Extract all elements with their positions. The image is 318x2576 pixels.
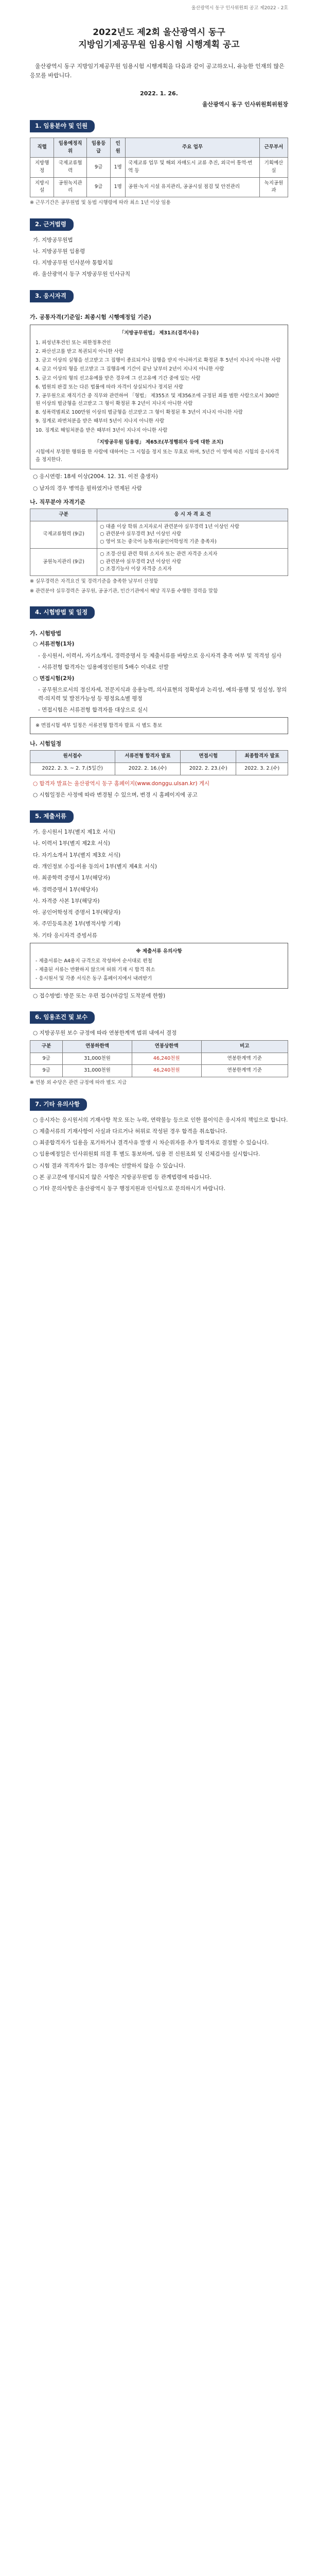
job-qualification-head: 나. 직무분야 자격기준 <box>30 498 85 505</box>
list-item: 2. 파산선고를 받고 복권되지 아니한 사람 <box>36 348 123 354</box>
list-item <box>33 779 288 788</box>
list-item: ○ 제출서류의 기재사항이 사실과 다르거나 허위로 작성된 경우 합격을 취소합니다. <box>33 1128 227 1134</box>
list-item: ○ 응시연령: 18세 이상(2004. 12. 31. 이전 출생자) <box>33 473 158 480</box>
table-header: 임용예정직위 <box>54 138 87 157</box>
law-list <box>30 236 288 279</box>
list-item: 가. 지방공무원법 <box>33 236 73 243</box>
table-header: 연봉하한액 <box>63 1040 132 1053</box>
section-4-head: 4. 시험방법 및 일정 <box>30 606 95 619</box>
list-item: - 응시원서, 이력서, 자기소개서, 경력증명서 등 제출서류를 바탕으로 응시자격 충족 여부 및 적격성 심사 <box>38 652 282 659</box>
table-cell: 연봉한계액 기준 <box>201 1065 288 1077</box>
table-row <box>30 177 288 197</box>
table-row <box>30 548 288 575</box>
table-cell: 1명 <box>111 177 126 197</box>
table-cell: 9급 <box>30 1053 63 1065</box>
exam-schedule-head: 나. 시험일정 <box>30 740 62 748</box>
list-item: ○ 최종합격자가 임용을 포기하거나 결격사유 발생 시 차순위자를 추가 합격자로 결정할 수 있습니다. <box>33 1140 269 1146</box>
documents-list <box>30 828 288 940</box>
list-item: 라. 울산광역시 동구 지방공무원 인사규칙 <box>33 271 131 278</box>
section-2-head: 2. 근거법령 <box>30 218 74 231</box>
section-4 <box>30 606 288 799</box>
table-cell: 2022. 3. 2.(수) <box>236 763 288 775</box>
list-item: 다. 지방공무원 인사분야 통합지침 <box>33 260 113 266</box>
list-item: ○ 본 공고문에 명시되지 않은 사항은 지방공무원법 등 관계법령에 따릅니다. <box>33 1174 211 1180</box>
table-header-row <box>30 1040 288 1053</box>
salary-intro <box>30 1029 288 1037</box>
title-block <box>30 27 288 52</box>
qualification-note: ※ 관련분야 실무경력은 공무원, 공공기관, 민간기관에서 해당 직무를 수행한 경력을 말함 <box>30 588 218 594</box>
salary-table <box>30 1040 288 1077</box>
table-row <box>30 763 288 775</box>
list-item: ○ 시험 결과 적격자가 없는 경우에는 선발하지 않을 수 있습니다. <box>33 1162 186 1169</box>
section-3-head: 3. 응시자격 <box>30 290 74 302</box>
title-line-2: 지방임기제공무원 임용시험 시행계획 공고 <box>78 39 240 50</box>
list-item: - 응시원서 및 각종 서식은 동구 홈페이지에서 내려받기 <box>36 976 152 982</box>
table-header: 주요 업무 <box>126 138 260 157</box>
interview-note-box: ※ 면접시험 세부 일정은 서류전형 합격자 발표 시 별도 통보 <box>30 717 288 734</box>
list-item: 바. 경력증명서 1부(해당자) <box>33 886 98 893</box>
table-header: 근무부서 <box>259 138 288 157</box>
table-cell: 국제교류협력 <box>54 158 87 177</box>
documents-note-box <box>30 943 288 989</box>
list-item: 8. 성폭력범죄로 100만원 이상의 벌금형을 선고받고 그 형이 확정된 후 3년이 지나지 아니한 사람 <box>36 410 243 416</box>
list-item: ○ 지방공무원 보수 규정에 따라 연봉한계액 범위 내에서 결정 <box>33 1029 177 1036</box>
table-cell: 31,000천원 <box>63 1065 132 1077</box>
announcement-date: 2022. 1. 26. <box>140 90 178 97</box>
table-row <box>30 521 288 548</box>
list-item: 4. 금고 이상의 형을 선고받고 그 집행유예 기간이 끝난 날부터 2년이 지나지 아니한 사람 <box>36 366 224 372</box>
box-heading: ※ 제출서류 유의사항 <box>136 948 182 954</box>
section-2 <box>30 218 288 279</box>
list-item: ○ 서류전형(1차) <box>33 641 75 648</box>
list-item: 5. 금고 이상의 형의 선고유예를 받은 경우에 그 선고유예 기간 중에 있는 사람 <box>36 375 201 381</box>
box-heading: 「지방공무원법」 제31조(결격사유) <box>119 330 199 336</box>
table-cell: 연봉한계액 기준 <box>201 1053 288 1065</box>
table-row <box>30 1065 288 1077</box>
intro-paragraph: 울산광역시 동구 지방임기제공무원 임용시험 시행계획을 다음과 같이 공고하오니, 유능한 인재의 많은 응모를 바랍니다. <box>30 62 285 79</box>
qualification-table <box>30 509 288 576</box>
list-item: - 제출서류는 A4용지 규격으로 작성하여 순서대로 편철 <box>36 958 152 964</box>
exam-method-list <box>30 640 288 714</box>
salary-note: ※ 연봉 외 수당은 관련 규정에 따라 별도 지급 <box>30 1080 127 1086</box>
table-cell: 녹지공원과 <box>259 177 288 197</box>
list-item: 다. 자기소개서 1부(별지 제3호 서식) <box>33 852 121 858</box>
table-header: 구분 <box>30 1040 63 1053</box>
common-qualification-head: 가. 공통자격(기준일: 최종시험 시행예정일 기준) <box>30 313 151 320</box>
table-cell: 9급 <box>87 177 111 197</box>
list-item: 가. 응시원서 1부(별지 제1호 서식) <box>33 829 115 836</box>
list-item: 10. 징계로 해임처분을 받은 때부터 3년이 지나지 아니한 사람 <box>36 427 168 433</box>
highlight-text: ○ 합격자 발표는 울산광역시 동구 홈페이지(www.donggu.ulsan.kr) 게시 <box>33 780 210 787</box>
table-header: 응 시 자 격 요 건 <box>97 509 288 521</box>
list-item: - 서류전형 합격자는 임용예정인원의 5배수 이내로 선발 <box>38 664 169 670</box>
notice-list <box>30 1116 288 1193</box>
list-item: 라. 개인정보 수집·이용 동의서 1부(별지 제4호 서식) <box>33 863 157 870</box>
table-cell: 9급 <box>30 1065 63 1077</box>
title-line-1: 2022년도 제2회 울산광역시 동구 <box>93 27 225 38</box>
list-item: 9. 징계로 파면처분을 받은 때부터 5년이 지나지 아니한 사람 <box>36 418 165 425</box>
submission-method <box>30 992 288 1000</box>
list-item: - 공무원으로서의 정신자세, 전문지식과 응용능력, 의사표현의 정확성과 논리성, 예의·품행 및 성실성, 창의력·의지력 및 발전가능성 등 평정요소별 평정 <box>38 687 287 702</box>
list-item: 마. 최종학력 증명서 1부(해당자) <box>33 875 110 882</box>
table-header-row <box>30 509 288 521</box>
list-item: ○ 기타 문의사항은 울산광역시 동구 행정지원과 인사팀으로 문의하시기 바랍니다. <box>33 1185 225 1192</box>
list-item: 3. 금고 이상의 실형을 선고받고 그 집행이 종료되거나 집행을 받지 아니하기로 확정된 후 5년이 지나지 아니한 사람 <box>36 358 281 364</box>
list-item: ○ 응시자는 응시원서의 기재사항 착오 또는 누락, 연락불능 등으로 인한 불이익은 응시자의 책임으로 합니다. <box>33 1116 288 1123</box>
section-1-note: ※ 근무기간은 공무원법 및 동법 시행령에 따라 최소 1년 이상 임용 <box>30 200 171 206</box>
schedule-table <box>30 750 288 775</box>
list-item: 자. 주민등록초본 1부(병적사항 기재) <box>33 921 121 927</box>
highlight-text: 46,240천원 <box>153 1067 180 1074</box>
table-header: 원서접수 <box>30 751 115 763</box>
table-cell: 2022. 2. 16.(수) <box>115 763 181 775</box>
table-header: 인원 <box>111 138 126 157</box>
announcement-page <box>0 0 318 1217</box>
table-cell: 2022. 2. 23.(수) <box>181 763 236 775</box>
list-item: 1. 피성년후견인 또는 피한정후견인 <box>36 340 111 346</box>
list-item: - 제출된 서류는 반환하지 않으며 허위 기재 시 합격 취소 <box>36 967 155 973</box>
table-cell: 지방시설 <box>30 177 54 197</box>
list-item: 사. 자격증 사본 1부(해당자) <box>33 897 100 904</box>
age-requirements <box>30 472 288 493</box>
table-cell: 1명 <box>111 158 126 177</box>
highlight-text: 46,240천원 <box>153 1055 180 1061</box>
qualification-note: ※ 실무경력은 자격요건 및 경력기준을 충족한 날부터 산정함 <box>30 579 158 584</box>
table-cell: ○ 조경·산림 관련 학위 소지자 또는 관련 자격증 소지자 ○ 관련분야 실무경력 2년 이상인 사람 ○ 조경기능사 이상 자격증 소지자 <box>97 548 288 575</box>
table-header-row <box>30 751 288 763</box>
list-item: - 면접시험은 서류전형 합격자를 대상으로 실시 <box>38 706 148 713</box>
table-header: 서류전형 합격자 발표 <box>115 751 181 763</box>
section-6 <box>30 1011 288 1087</box>
table-cell: 지방행정 <box>30 158 54 177</box>
table-header: 구분 <box>30 509 97 521</box>
table-row <box>30 158 288 177</box>
list-item: 아. 공인어학성적 증명서 1부(해당자) <box>33 909 121 916</box>
table-cell: 국제교류협력 (9급) <box>30 521 97 548</box>
box-text: 시험에서 부정한 행위를 한 사람에 대하여는 그 시험을 정지 또는 무효로 하며, 5년간 이 영에 따른 시험의 응시자격을 정지한다. <box>36 449 279 463</box>
list-item: ○ 남자의 경우 병역을 필하였거나 면제된 사람 <box>33 485 142 492</box>
section-6-head: 6. 임용조건 및 보수 <box>30 1011 95 1024</box>
section-7-head: 7. 기타 유의사항 <box>30 1098 87 1111</box>
list-item: ○ 접수방법: 방문 또는 우편 접수(마감일 도착분에 한함) <box>33 992 166 999</box>
table-header: 비고 <box>201 1040 288 1053</box>
table-cell <box>132 1065 201 1077</box>
issuer: 울산광역시 동구 인사위원회위원장 <box>202 100 288 108</box>
table-cell <box>132 1053 201 1065</box>
section-5 <box>30 810 288 999</box>
list-item: 나. 이력서 1부(별지 제2호 서식) <box>33 840 110 847</box>
table-cell: 공원녹지관리 (9급) <box>30 548 97 575</box>
list-item: 6. 법원의 판결 또는 다른 법률에 따라 자격이 상실되거나 정지된 사람 <box>36 384 184 390</box>
table-cell: 공원녹지관리 <box>54 177 87 197</box>
box-heading: 「지방공무원 임용령」 제65조(부정행위자 등에 대한 조치) <box>94 439 224 445</box>
table-cell: 2022. 2. 3. ~ 2. 7.(5일간) <box>30 763 115 775</box>
document-reference: 울산광역시 동구 인사위원회 공고 제2022 - 2호 <box>191 6 288 11</box>
section-3 <box>30 290 288 596</box>
table-header: 직렬 <box>30 138 54 157</box>
section-7 <box>30 1098 288 1193</box>
list-item: ○ 면접시험(2차) <box>33 675 75 682</box>
disqualification-box <box>30 325 288 470</box>
list-item: 차. 기타 응시자격 증빙서류 <box>33 932 97 939</box>
list-item: 7. 공무원으로 재직기간 중 직무와 관련하여 「형법」 제355조 및 제356조에 규정된 죄를 범한 사람으로서 300만원 이상의 벌금형을 선고받고 그 형이 확정된 후 2년이 지나지 아니한 사람 <box>36 393 279 407</box>
list-item: ○ 임용예정일은 인사위원회 의결 후 별도 통보하며, 임용 전 신원조회 및 신체검사를 실시합니다. <box>33 1151 260 1158</box>
positions-table <box>30 138 288 197</box>
table-header: 연봉상한액 <box>132 1040 201 1053</box>
table-header: 임용등급 <box>87 138 111 157</box>
section-1 <box>30 120 288 207</box>
table-cell: 9급 <box>87 158 111 177</box>
list-item: ○ 시험일정은 사정에 따라 변경될 수 있으며, 변경 시 홈페이지에 공고 <box>33 792 198 799</box>
table-cell: 기획예산실 <box>259 158 288 177</box>
section-5-head: 5. 제출서류 <box>30 810 74 823</box>
table-header: 면접시험 <box>181 751 236 763</box>
section-1-head: 1. 임용분야 및 인원 <box>30 120 95 132</box>
list-item: 나. 지방공무원 임용령 <box>33 248 85 255</box>
table-cell: 공원·녹지 시설 유지관리, 공공시설 점검 및 안전관리 <box>126 177 260 197</box>
table-header-row <box>30 138 288 157</box>
table-cell: 31,000천원 <box>63 1053 132 1065</box>
exam-method-head: 가. 시험방법 <box>30 630 62 637</box>
table-row <box>30 1053 288 1065</box>
schedule-notes <box>30 779 288 800</box>
table-header: 최종합격자 발표 <box>236 751 288 763</box>
table-cell: 국제교류 업무 및 해외 자매도시 교류 추진, 외국어 통역·번역 등 <box>126 158 260 177</box>
table-cell: ○ 대졸 이상 학위 소지자로서 관련분야 실무경력 1년 이상인 사람 ○ 관련분야 실무경력 3년 이상인 사람 ○ 영어 또는 중국어 능통자(공인어학성적 기준 충족자) <box>97 521 288 548</box>
